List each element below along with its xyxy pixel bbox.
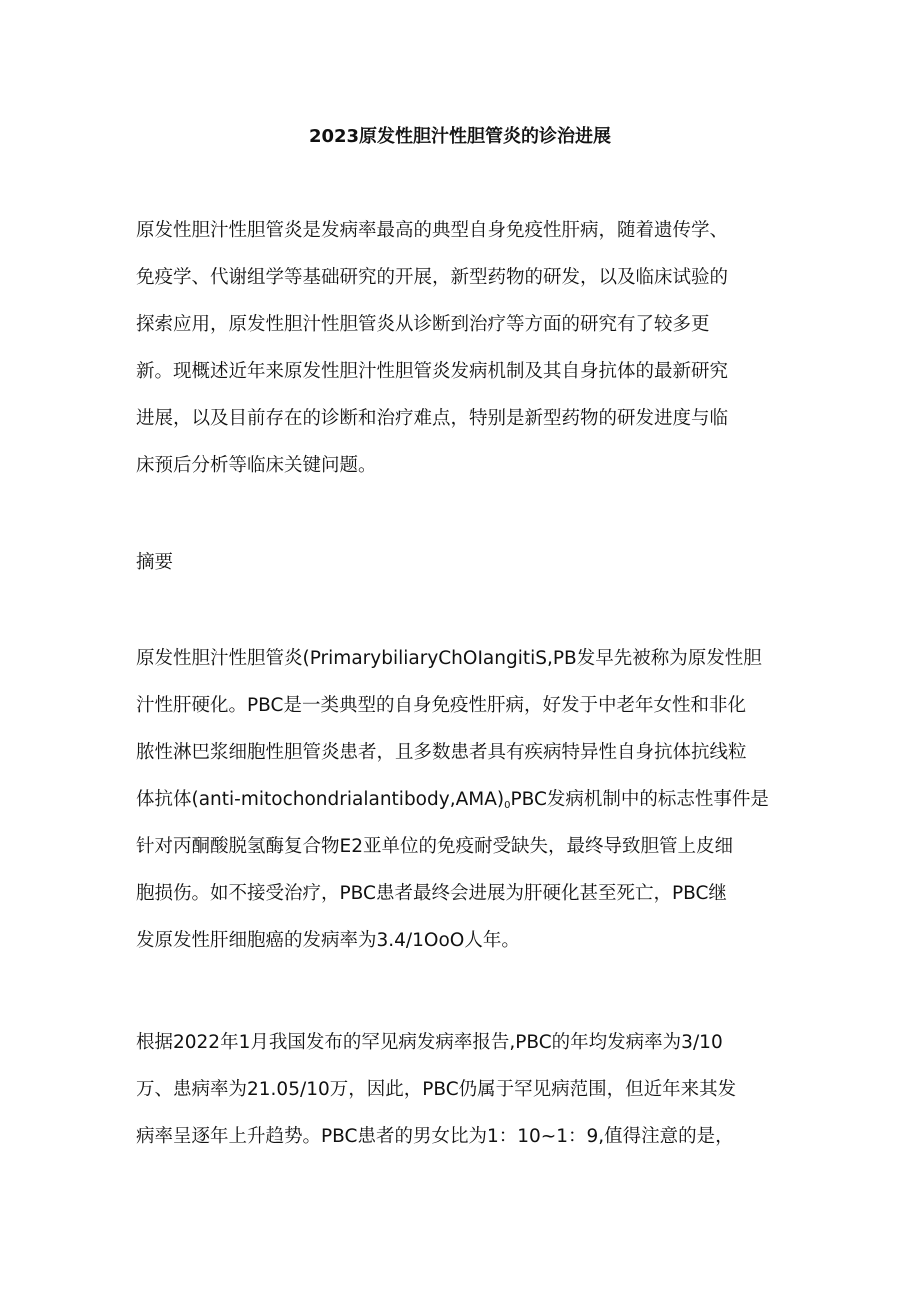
paragraph-line: 汁性肝硬化。PBC是一类典型的自身免疫性肝病，好发于中老年女性和非化 — [136, 695, 746, 716]
intro-line: 探索应用，原发性胆汁性胆管炎从诊断到治疗等方面的研究有了较多更 — [136, 314, 710, 335]
intro-line: 床预后分析等临床关键问题。 — [136, 455, 377, 476]
subscript-zero: 0 — [504, 800, 511, 811]
intro-line: 原发性胆汁性胆管炎是发病率最高的典型自身免疫性肝病，随着遗传学、 — [136, 220, 729, 241]
intro-line: 进展，以及目前存在的诊断和治疗难点，特别是新型药物的研发进度与临 — [136, 408, 729, 429]
paragraph-line: 病率呈逐年上升趋势。PBC患者的男女比为1：10~1：9,值得注意的是， — [136, 1126, 734, 1147]
paragraph-line: 根据2022年1月我国发布的罕见病发病率报告,PBC的年均发病率为3/10 — [136, 1032, 723, 1053]
paragraph-line: 胞损伤。如不接受治疗，PBC患者最终会进展为肝硬化甚至死亡，PBC继 — [136, 883, 727, 904]
paragraph-line: 原发性胆汁性胆管炎(PrimarybiliaryChOIangitiS,PB发早先被称为原发性胆 — [136, 648, 762, 669]
paragraph-line: 发原发性肝细胞癌的发病率为3.4/1OoO人年。 — [136, 930, 520, 951]
paragraph-line: 万、患病率为21.05/10万，因此，PBC仍属于罕见病范围，但近年来其发 — [136, 1079, 737, 1100]
intro-line: 新。现概述近年来原发性胆汁性胆管炎发病机制及其自身抗体的最新研究 — [136, 361, 729, 382]
paragraph-line-part: PBC发病机制中的标志性事件是 — [510, 789, 769, 810]
paragraph-line-part: 体抗体(anti-mitochondrialantibody,AMA) — [136, 789, 505, 810]
document-title: 2023原发性胆汁性胆管炎的诊治进展 — [308, 126, 612, 147]
paragraph-line — [136, 787, 796, 819]
paragraph-line: 脓性淋巴浆细胞性胆管炎患者，且多数患者具有疾病特异性自身抗体抗线粒 — [136, 742, 747, 763]
paragraph-line: 针对丙酮酸脱氢酶复合物E2亚单位的免疫耐受缺失，最终导致胆管上皮细 — [136, 836, 733, 857]
intro-line: 免疫学、代谢组学等基础研究的开展，新型药物的研发，以及临床试验的 — [136, 267, 729, 288]
abstract-heading: 摘要 — [136, 552, 174, 573]
